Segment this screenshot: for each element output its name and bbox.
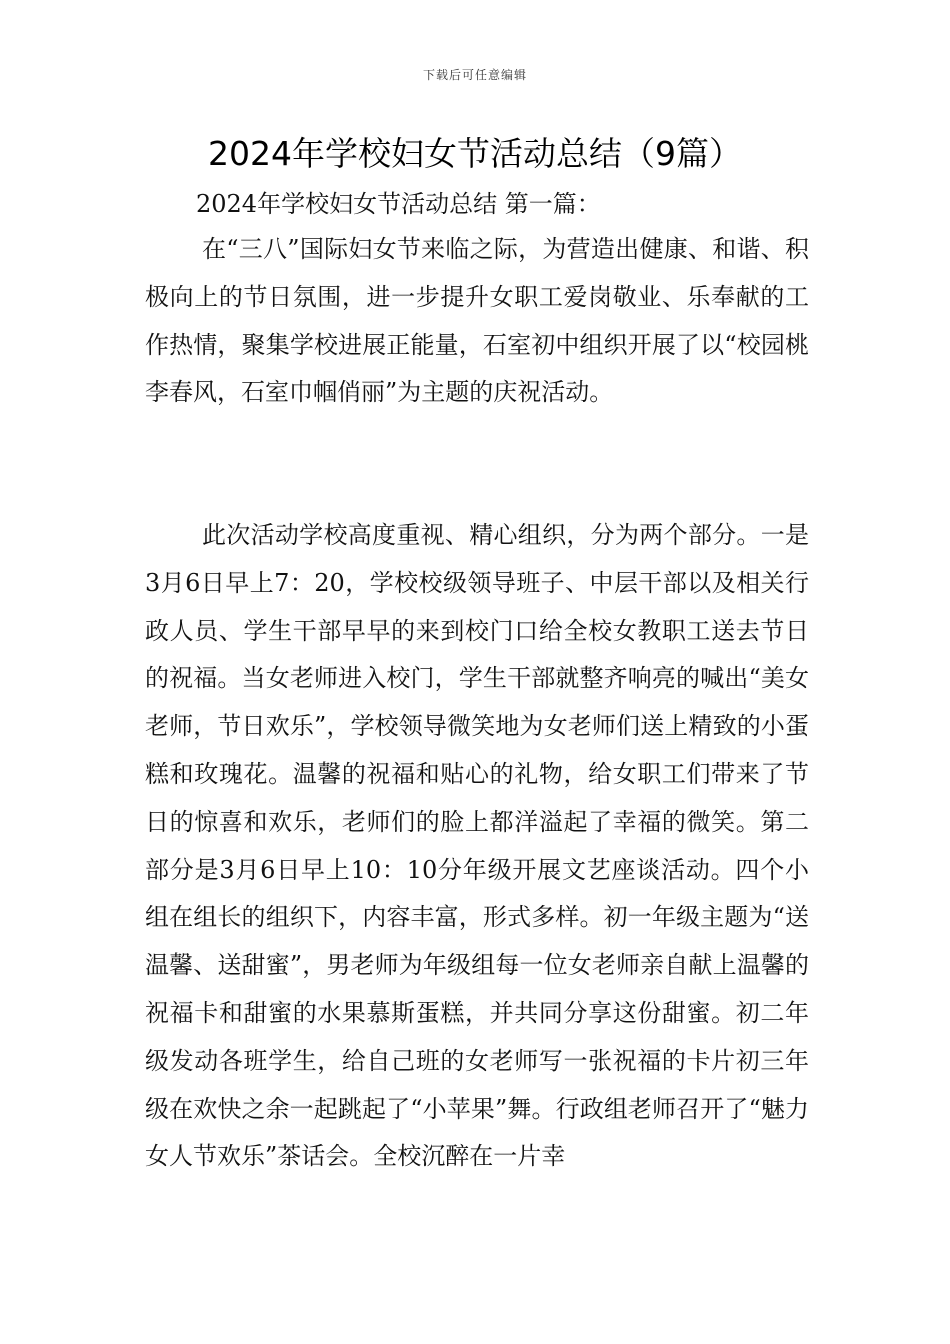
document-title: 2024年学校妇女节活动总结（9篇） (208, 134, 742, 173)
paragraph-2: 此次活动学校高度重视、精心组织，分为两个部分。一是3月6日早上7：20，学校校级领导班子、中层干部以及相关行政人员、学生干部早早的来到校门口给全校女教职工送去节日的祝福。当女老师进入校门，学生干部就整齐响亮的喊出“美女老师，节日欢乐”，学校领导微笑地为女老师们送上精致的小蛋糕和玫瑰花。温馨的祝福和贴心的礼物，给女职工们带来了节日的惊喜和欢乐，老师们的脸上都洋溢起了幸福的微笑。第二部分是3月6日早上10：10分年级开展文艺座谈活动。四个小组在组长的组织下，内容丰富，形式多样。初一年级主题为“送温馨、送甜蜜”，男老师为年级组每一位女老师亲自献上温馨的祝福卡和甜蜜的水果慕斯蛋糕，并共同分享这份甜蜜。初二年级发动各班学生，给自己班的女老师写一张祝福的卡片初三年级在欢快之余一起跳起了“小苹果”舞。行政组老师召开了“魅力女人节欢乐”茶话会。全校沉醉在一片幸 (145, 521, 809, 1171)
paragraph-1: 在“三八”国际妇女节来临之际，为营造出健康、和谐、积极向上的节日氛围，进一步提升女职工爱岗敬业、乐奉献的工作热情，聚集学校进展正能量，石室初中组织开展了以“校园桃李春风，石室巾帼俏丽”为主题的庆祝活动。 (145, 235, 809, 407)
section-heading: 2024年学校妇女节活动总结 第一篇： (196, 190, 601, 218)
header-note: 下载后可任意编辑 (422, 68, 527, 82)
